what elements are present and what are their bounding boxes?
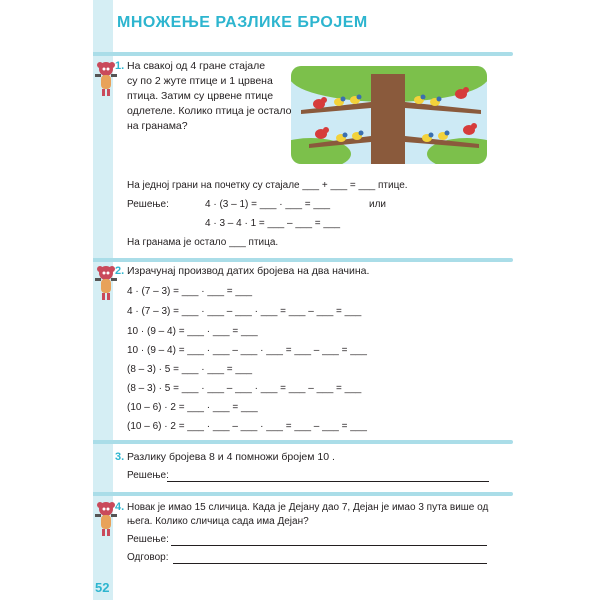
task2-row: (10 – 6) · 2 = ___ · ___ – ___ · ___ = ___ – ___ = ___ (127, 421, 367, 432)
task2-row: 4 · (7 – 3) = ___ · ___ = ___ (127, 286, 253, 297)
tree-birds-illustration (291, 66, 487, 164)
task4-solution-line[interactable] (171, 545, 487, 546)
task2-row: 10 · (9 – 4) = ___ · ___ = ___ (127, 326, 258, 337)
task4-answer-line[interactable] (173, 563, 487, 564)
task2-divider (93, 258, 513, 262)
task4-answer-label: Одговор: (127, 552, 169, 563)
task2-row: (10 – 6) · 2 = ___ · ___ = ___ (127, 402, 258, 413)
task4-line1: Новак је имао 15 сличица. Када је Дејану дао 7, Дејан је имао 3 пута више од (127, 502, 489, 513)
task2-row: (8 – 3) · 5 = ___ · ___ – ___ · ___ = ___ – ___ = ___ (127, 383, 362, 394)
task1-branch-line: На једној грани на почетку су стајале ___ + ___ = ___ птице. (127, 180, 408, 191)
task4-divider (93, 492, 513, 496)
task1-line3: птица. Затим су црвене птице (127, 90, 274, 102)
task1-or-label: или (369, 199, 387, 210)
task2-row: (8 – 3) · 5 = ___ · ___ = ___ (127, 364, 253, 375)
illus-trunk (371, 74, 405, 164)
task1-expr1: 4 · (3 – 1) = ___ · ___ = ___ (205, 199, 331, 210)
workbook-page (93, 0, 513, 600)
task2-row: 10 · (9 – 4) = ___ · ___ – ___ · ___ = ___ – ___ = ___ (127, 345, 367, 356)
task3-solution-label: Решење: (127, 470, 169, 481)
task4-solution-label: Решење: (127, 534, 169, 545)
task1-divider (93, 52, 513, 56)
task1-answer-line: На гранама је остало ___ птица. (127, 237, 279, 248)
task1-number: 1. (115, 60, 125, 72)
task2-number: 2. (115, 265, 125, 277)
page-number: 52 (95, 580, 110, 595)
task1-line1: На свакој од 4 гране стајале (127, 60, 266, 72)
task1-line5: на гранама? (127, 120, 188, 132)
page-title: МНОЖЕЊЕ РАЗЛИКЕ БРОЈЕМ (117, 14, 368, 31)
task1-line2: су по 2 жуте птице и 1 црвена (127, 75, 273, 87)
task1-expr2: 4 · 3 – 4 · 1 = ___ – ___ = ___ (205, 218, 341, 229)
task3-text: Разлику бројева 8 и 4 помножи бројем 10 . (127, 451, 335, 463)
task1-solution-label: Решење: (127, 199, 169, 210)
task2-text: Израчунај производ датих бројева на два начина. (127, 265, 370, 277)
task3-number: 3. (115, 451, 125, 463)
task4-line2: њега. Колико сличица сада има Дејан? (127, 516, 309, 527)
task1-line4: одлетеле. Колико птица је остало (127, 105, 292, 117)
task3-answer-line[interactable] (167, 481, 489, 482)
task3-divider (93, 440, 513, 444)
task4-number: 4. (115, 501, 125, 513)
task2-row: 4 · (7 – 3) = ___ · ___ – ___ · ___ = ___ – ___ = ___ (127, 306, 362, 317)
